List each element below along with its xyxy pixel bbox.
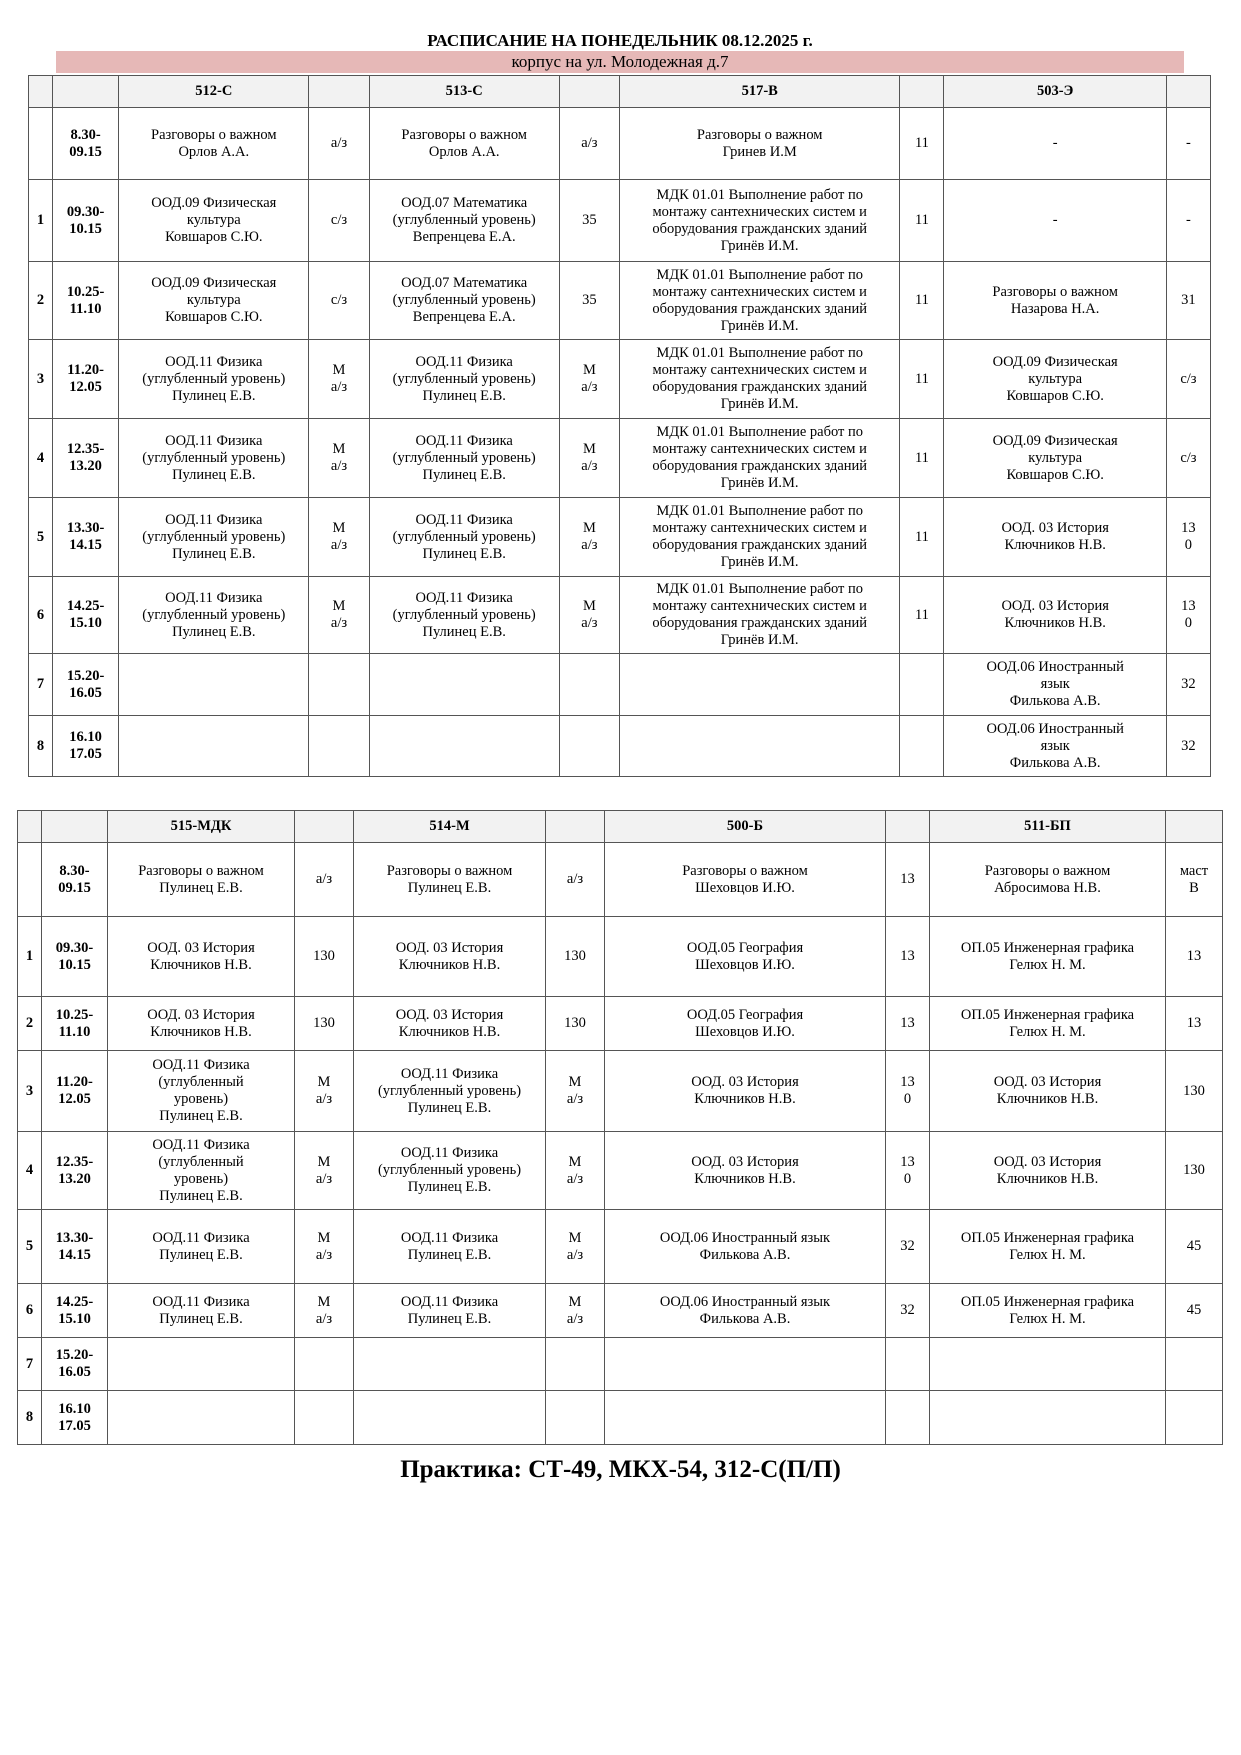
room-header-cell xyxy=(295,811,354,843)
lesson-subject: ООД.11 Физика (углубленный уровень) Пулинец Е.В. xyxy=(369,419,559,498)
lesson-room: М а/з xyxy=(559,498,619,577)
lesson-subject: ООД. 03 История Ключников Н.В. xyxy=(108,917,295,997)
lesson-time: 14.25- 15.10 xyxy=(42,1284,108,1338)
lesson-subject: ООД. 03 История Ключников Н.В. xyxy=(108,997,295,1051)
lesson-room: 13 xyxy=(1166,917,1223,997)
lesson-subject: МДК 01.01 Выполнение работ по монтажу сантехнических систем и оборудования гражданских зданий Гринёв И.М. xyxy=(619,577,899,654)
table-row xyxy=(29,498,1211,577)
lesson-subject: ОП.05 Инженерная графика Гелюх Н. М. xyxy=(930,917,1166,997)
lesson-room: 11 xyxy=(900,262,944,340)
lesson-subject xyxy=(605,1338,886,1391)
lesson-room: 13 xyxy=(886,843,930,917)
group-header: 517-В xyxy=(619,76,899,108)
lesson-room: 31 xyxy=(1166,262,1210,340)
lesson-room: 11 xyxy=(900,577,944,654)
lesson-subject: ОП.05 Инженерная графика Гелюх Н. М. xyxy=(930,1210,1166,1284)
lesson-room: М а/з xyxy=(295,1210,354,1284)
lesson-number: 7 xyxy=(29,654,53,716)
lesson-subject: ООД.06 Иностранный язык Филькова А.В. xyxy=(944,716,1166,777)
lesson-room: 130 xyxy=(295,917,354,997)
group-header: 515-МДК xyxy=(108,811,295,843)
lesson-room: М а/з xyxy=(295,1284,354,1338)
lesson-subject: ООД.11 Физика Пулинец Е.В. xyxy=(108,1284,295,1338)
table-row xyxy=(29,577,1211,654)
lesson-number: 8 xyxy=(29,716,53,777)
lesson-subject: ООД.11 Физика (углубленный уровень) Пулинец Е.В. xyxy=(108,1051,295,1132)
lesson-subject: ООД.11 Физика Пулинец Е.В. xyxy=(354,1210,546,1284)
room-header-cell xyxy=(546,811,605,843)
lesson-time: 14.25- 15.10 xyxy=(53,577,119,654)
group-header: 503-Э xyxy=(944,76,1166,108)
lesson-subject: ООД.11 Физика (углубленный уровень) Пулинец Е.В. xyxy=(108,1132,295,1210)
lesson-subject: Разговоры о важном Пулинец Е.В. xyxy=(108,843,295,917)
lesson-subject xyxy=(930,1391,1166,1445)
header-num-cell xyxy=(29,76,53,108)
lesson-subject: МДК 01.01 Выполнение работ по монтажу сантехнических систем и оборудования гражданских зданий Гринёв И.М. xyxy=(619,180,899,262)
lesson-number: 2 xyxy=(29,262,53,340)
schedule-table-1 xyxy=(28,75,1211,777)
table-header-row xyxy=(29,76,1211,108)
lesson-subject: ООД.06 Иностранный язык Филькова А.В. xyxy=(605,1284,886,1338)
lesson-room: маст В xyxy=(1166,843,1223,917)
lesson-subject xyxy=(354,1338,546,1391)
lesson-number: 2 xyxy=(18,997,42,1051)
lesson-subject: ОП.05 Инженерная графика Гелюх Н. М. xyxy=(930,997,1166,1051)
lesson-subject: ОП.05 Инженерная графика Гелюх Н. М. xyxy=(930,1284,1166,1338)
table-row xyxy=(29,340,1211,419)
lesson-room: 11 xyxy=(900,419,944,498)
lesson-subject: ООД.07 Математика (углубленный уровень) Вепренцева Е.А. xyxy=(369,262,559,340)
lesson-subject: ООД.11 Физика (углубленный уровень) Пулинец Е.В. xyxy=(119,577,309,654)
lesson-subject xyxy=(354,1391,546,1445)
lesson-room: 32 xyxy=(886,1284,930,1338)
room-header-cell xyxy=(1166,811,1223,843)
lesson-subject: ООД. 03 История Ключников Н.В. xyxy=(354,997,546,1051)
lesson-subject: ООД. 03 История Ключников Н.В. xyxy=(354,917,546,997)
lesson-number: 7 xyxy=(18,1338,42,1391)
table-row xyxy=(29,419,1211,498)
lesson-time: 8.30- 09.15 xyxy=(42,843,108,917)
lesson-subject: ООД. 03 История Ключников Н.В. xyxy=(605,1051,886,1132)
lesson-subject: МДК 01.01 Выполнение работ по монтажу сантехнических систем и оборудования гражданских зданий Гринёв И.М. xyxy=(619,340,899,419)
lesson-room xyxy=(886,1338,930,1391)
room-header-cell xyxy=(886,811,930,843)
lesson-room: 32 xyxy=(886,1210,930,1284)
lesson-subject: Разговоры о важном Орлов А.А. xyxy=(119,108,309,180)
lesson-subject: ООД. 03 История Ключников Н.В. xyxy=(944,577,1166,654)
lesson-room: М а/з xyxy=(309,340,369,419)
lesson-subject: ООД.06 Иностранный язык Филькова А.В. xyxy=(944,654,1166,716)
lesson-subject: ООД.11 Физика Пулинец Е.В. xyxy=(354,1284,546,1338)
lesson-room: М а/з xyxy=(559,577,619,654)
lesson-subject: ООД. 03 История Ключников Н.В. xyxy=(605,1132,886,1210)
lesson-time: 09.30- 10.15 xyxy=(53,180,119,262)
lesson-room xyxy=(900,716,944,777)
schedule-table-2 xyxy=(17,810,1223,1445)
lesson-room: 45 xyxy=(1166,1284,1223,1338)
lesson-room: 13 0 xyxy=(1166,577,1210,654)
lesson-subject: МДК 01.01 Выполнение работ по монтажу сантехнических систем и оборудования гражданских зданий Гринёв И.М. xyxy=(619,262,899,340)
lesson-room xyxy=(559,716,619,777)
lesson-subject: ООД. 03 История Ключников Н.В. xyxy=(944,498,1166,577)
lesson-time: 12.35- 13.20 xyxy=(53,419,119,498)
lesson-subject: ООД.05 География Шеховцов И.Ю. xyxy=(605,917,886,997)
lesson-subject: МДК 01.01 Выполнение работ по монтажу сантехнических систем и оборудования гражданских зданий Гринёв И.М. xyxy=(619,419,899,498)
lesson-room: 130 xyxy=(546,917,605,997)
table-row xyxy=(18,1051,1223,1132)
lesson-room: 32 xyxy=(1166,716,1210,777)
lesson-time: 16.10 17.05 xyxy=(42,1391,108,1445)
lesson-subject xyxy=(619,654,899,716)
lesson-subject: Разговоры о важном Пулинец Е.В. xyxy=(354,843,546,917)
lesson-room: а/з xyxy=(309,108,369,180)
lesson-subject: ООД.11 Физика (углубленный уровень) Пулинец Е.В. xyxy=(369,577,559,654)
lesson-room: 11 xyxy=(900,498,944,577)
lesson-time: 15.20- 16.05 xyxy=(53,654,119,716)
lesson-room: М а/з xyxy=(309,577,369,654)
group-header: 512-С xyxy=(119,76,309,108)
table-row xyxy=(29,654,1211,716)
lesson-subject xyxy=(369,654,559,716)
lesson-number: 1 xyxy=(29,180,53,262)
group-header: 513-С xyxy=(369,76,559,108)
lesson-subject: ООД.11 Физика (углубленный уровень) Пулинец Е.В. xyxy=(369,498,559,577)
lesson-room: 13 0 xyxy=(886,1132,930,1210)
lesson-room xyxy=(295,1391,354,1445)
lesson-room: М а/з xyxy=(546,1284,605,1338)
lesson-room xyxy=(886,1391,930,1445)
lesson-room xyxy=(309,716,369,777)
lesson-room: М а/з xyxy=(546,1132,605,1210)
lesson-room xyxy=(546,1338,605,1391)
lesson-room: М а/з xyxy=(295,1132,354,1210)
lesson-room: 11 xyxy=(900,108,944,180)
lesson-number xyxy=(29,108,53,180)
lesson-room: а/з xyxy=(546,843,605,917)
table-row xyxy=(29,180,1211,262)
lesson-time: 8.30- 09.15 xyxy=(53,108,119,180)
lesson-time: 15.20- 16.05 xyxy=(42,1338,108,1391)
lesson-room: 45 xyxy=(1166,1210,1223,1284)
lesson-time: 13.30- 14.15 xyxy=(42,1210,108,1284)
lesson-room: М а/з xyxy=(309,419,369,498)
lesson-number: 5 xyxy=(29,498,53,577)
table-row xyxy=(29,108,1211,180)
lesson-subject: ООД.06 Иностранный язык Филькова А.В. xyxy=(605,1210,886,1284)
lesson-room xyxy=(295,1338,354,1391)
lesson-number: 3 xyxy=(18,1051,42,1132)
lesson-room xyxy=(1166,1338,1223,1391)
lesson-room: 130 xyxy=(1166,1051,1223,1132)
lesson-room: 130 xyxy=(295,997,354,1051)
lesson-room: с/з xyxy=(309,180,369,262)
table-header-row xyxy=(18,811,1223,843)
lesson-subject: ООД.11 Физика Пулинец Е.В. xyxy=(108,1210,295,1284)
lesson-subject: - xyxy=(944,180,1166,262)
lesson-time: 11.20- 12.05 xyxy=(42,1051,108,1132)
lesson-room: 13 0 xyxy=(886,1051,930,1132)
lesson-room: 130 xyxy=(546,997,605,1051)
lesson-time: 10.25- 11.10 xyxy=(42,997,108,1051)
lesson-number: 3 xyxy=(29,340,53,419)
lesson-room: с/з xyxy=(1166,419,1210,498)
lesson-room xyxy=(900,654,944,716)
lesson-subject: - xyxy=(944,108,1166,180)
lesson-room: 13 0 xyxy=(1166,498,1210,577)
lesson-room: М а/з xyxy=(559,340,619,419)
lesson-subject xyxy=(119,716,309,777)
room-header-cell xyxy=(559,76,619,108)
lesson-room: 13 xyxy=(1166,997,1223,1051)
lesson-subject xyxy=(119,654,309,716)
lesson-subject: ООД. 03 История Ключников Н.В. xyxy=(930,1051,1166,1132)
group-header: 511-БП xyxy=(930,811,1166,843)
lesson-subject: ООД.05 География Шеховцов И.Ю. xyxy=(605,997,886,1051)
group-header: 514-М xyxy=(354,811,546,843)
lesson-subject: Разговоры о важном Орлов А.А. xyxy=(369,108,559,180)
lesson-room: М а/з xyxy=(309,498,369,577)
lesson-subject: ООД.09 Физическая культура Ковшаров С.Ю. xyxy=(119,180,309,262)
header-time-cell xyxy=(53,76,119,108)
lesson-number: 6 xyxy=(18,1284,42,1338)
lesson-room: 13 xyxy=(886,917,930,997)
lesson-room xyxy=(559,654,619,716)
lesson-subject xyxy=(369,716,559,777)
lesson-room xyxy=(1166,1391,1223,1445)
practice-note: Практика: СТ-49, МКХ-54, 312-С(П/П) xyxy=(400,1456,841,1483)
lesson-room: 32 xyxy=(1166,654,1210,716)
table-row xyxy=(18,917,1223,997)
header-time-cell xyxy=(42,811,108,843)
group-header: 500-Б xyxy=(605,811,886,843)
lesson-time: 16.10 17.05 xyxy=(53,716,119,777)
lesson-room: М а/з xyxy=(559,419,619,498)
page-title: РАСПИСАНИЕ НА ПОНЕДЕЛЬНИК 08.12.2025 г. xyxy=(427,31,813,50)
lesson-room xyxy=(309,654,369,716)
room-header-cell xyxy=(900,76,944,108)
lesson-subject: МДК 01.01 Выполнение работ по монтажу сантехнических систем и оборудования гражданских зданий Гринёв И.М. xyxy=(619,498,899,577)
lesson-room: - xyxy=(1166,108,1210,180)
lesson-number: 1 xyxy=(18,917,42,997)
building-subtitle: корпус на ул. Молодежная д.7 xyxy=(56,51,1184,73)
lesson-room: 11 xyxy=(900,340,944,419)
lesson-room: М а/з xyxy=(546,1051,605,1132)
lesson-number: 6 xyxy=(29,577,53,654)
header-num-cell xyxy=(18,811,42,843)
lesson-subject xyxy=(930,1338,1166,1391)
lesson-subject: ООД.07 Математика (углубленный уровень) Вепренцева Е.А. xyxy=(369,180,559,262)
lesson-subject xyxy=(108,1391,295,1445)
table-row xyxy=(18,1210,1223,1284)
lesson-subject xyxy=(108,1338,295,1391)
lesson-subject: ООД.11 Физика (углубленный уровень) Пулинец Е.В. xyxy=(369,340,559,419)
lesson-room: М а/з xyxy=(295,1051,354,1132)
table-row xyxy=(29,716,1211,777)
lesson-room: 11 xyxy=(900,180,944,262)
table-row xyxy=(18,997,1223,1051)
lesson-room: а/з xyxy=(559,108,619,180)
lesson-room: а/з xyxy=(295,843,354,917)
lesson-number: 4 xyxy=(18,1132,42,1210)
room-header-cell xyxy=(309,76,369,108)
lesson-number: 4 xyxy=(29,419,53,498)
lesson-room: 13 xyxy=(886,997,930,1051)
lesson-room: М а/з xyxy=(546,1210,605,1284)
lesson-room: 130 xyxy=(1166,1132,1223,1210)
lesson-room: 35 xyxy=(559,262,619,340)
lesson-subject: ООД.09 Физическая культура Ковшаров С.Ю. xyxy=(119,262,309,340)
lesson-number: 5 xyxy=(18,1210,42,1284)
lesson-room: с/з xyxy=(1166,340,1210,419)
lesson-room xyxy=(546,1391,605,1445)
table-row xyxy=(29,262,1211,340)
lesson-subject: Разговоры о важном Абросимова Н.В. xyxy=(930,843,1166,917)
room-header-cell xyxy=(1166,76,1210,108)
lesson-time: 12.35- 13.20 xyxy=(42,1132,108,1210)
lesson-subject: ООД.11 Физика (углубленный уровень) Пулинец Е.В. xyxy=(119,340,309,419)
lesson-time: 09.30- 10.15 xyxy=(42,917,108,997)
lesson-subject: ООД.11 Физика (углубленный уровень) Пулинец Е.В. xyxy=(119,498,309,577)
lesson-subject: Разговоры о важном Назарова Н.А. xyxy=(944,262,1166,340)
lesson-subject: ООД.09 Физическая культура Ковшаров С.Ю. xyxy=(944,340,1166,419)
lesson-number: 8 xyxy=(18,1391,42,1445)
lesson-subject: ООД.11 Физика (углубленный уровень) Пулинец Е.В. xyxy=(354,1132,546,1210)
table-row xyxy=(18,1391,1223,1445)
table-row xyxy=(18,1284,1223,1338)
lesson-time: 11.20- 12.05 xyxy=(53,340,119,419)
table-row xyxy=(18,843,1223,917)
lesson-subject: ООД. 03 История Ключников Н.В. xyxy=(930,1132,1166,1210)
lesson-subject: Разговоры о важном Шеховцов И.Ю. xyxy=(605,843,886,917)
lesson-subject: ООД.11 Физика (углубленный уровень) Пулинец Е.В. xyxy=(119,419,309,498)
lesson-time: 10.25- 11.10 xyxy=(53,262,119,340)
lesson-subject xyxy=(619,716,899,777)
table-row xyxy=(18,1132,1223,1210)
lesson-subject: Разговоры о важном Гринев И.М xyxy=(619,108,899,180)
lesson-time: 13.30- 14.15 xyxy=(53,498,119,577)
lesson-subject xyxy=(605,1391,886,1445)
lesson-number xyxy=(18,843,42,917)
lesson-room: 35 xyxy=(559,180,619,262)
lesson-subject: ООД.09 Физическая культура Ковшаров С.Ю. xyxy=(944,419,1166,498)
lesson-room: с/з xyxy=(309,262,369,340)
lesson-subject: ООД.11 Физика (углубленный уровень) Пулинец Е.В. xyxy=(354,1051,546,1132)
lesson-room: - xyxy=(1166,180,1210,262)
table-row xyxy=(18,1338,1223,1391)
